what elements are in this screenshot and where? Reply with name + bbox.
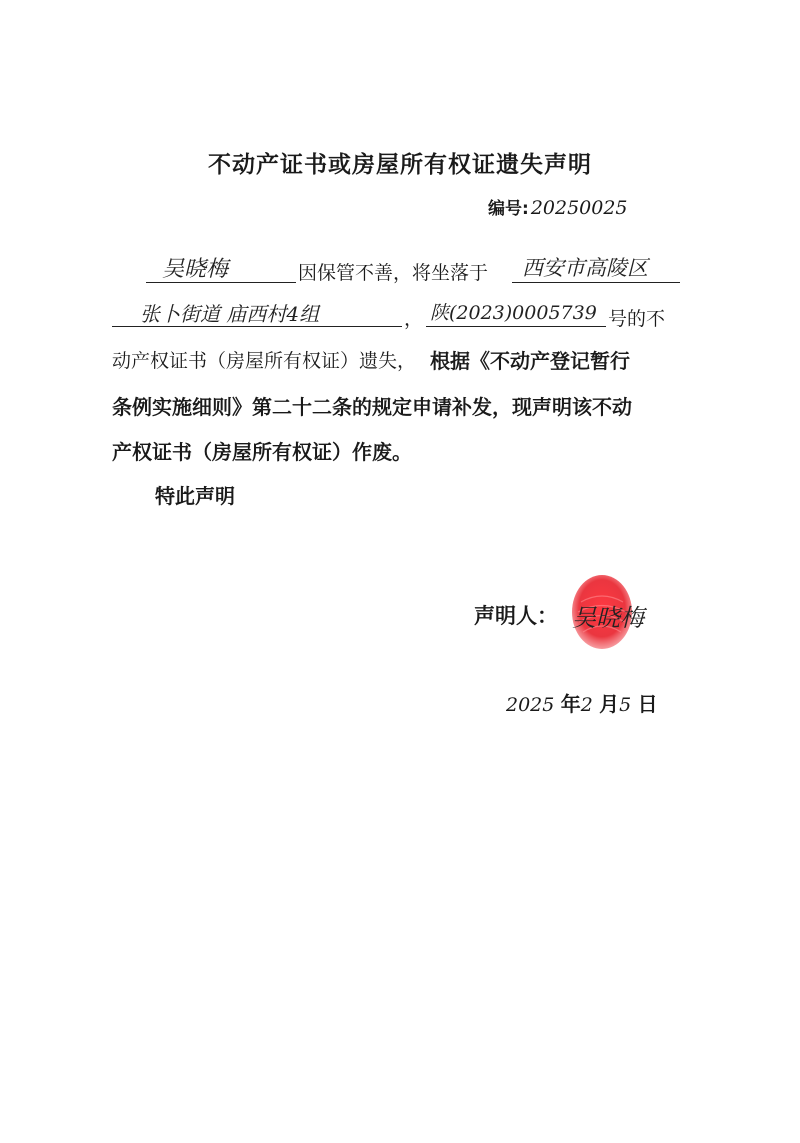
serial-label: 编号: xyxy=(488,199,529,219)
date-year-unit: 年 xyxy=(560,692,581,716)
text-line3b: 根据《不动产登记暂行 xyxy=(430,349,630,373)
serial-value: 20250025 xyxy=(530,197,628,219)
document-title: 不动产证书或房屋所有权证遗失声明 xyxy=(208,152,592,178)
date-month: 2 xyxy=(580,694,593,716)
date-month-unit: 月 xyxy=(599,692,620,716)
date-year: 2025 xyxy=(506,694,555,716)
signer-label: 声明人： xyxy=(474,604,558,628)
comma-separator: ， xyxy=(404,308,424,330)
location-part1-handwritten: 西安市高陵区 xyxy=(522,256,648,280)
declaration-date xyxy=(506,688,658,717)
applicant-name-handwritten: 吴晓梅 xyxy=(162,257,229,282)
serial-number xyxy=(488,194,628,219)
text-line5: 产权证书（房屋所有权证）作废。 xyxy=(112,440,412,464)
signer-signature: 吴晓梅 xyxy=(572,604,644,632)
text-number-of: 号的不 xyxy=(608,308,666,330)
text-line4: 条例实施细则》第二十二条的规定申请补发，现声明该不动 xyxy=(112,395,632,419)
text-line3: 动产权证书（房屋所有权证）遗失， xyxy=(112,350,417,372)
location-part2-handwritten: 张卜街道 庙西村4组 xyxy=(140,302,320,326)
date-day: 5 xyxy=(619,694,632,716)
text-reason: 因保管不善，将坐落于 xyxy=(298,262,489,284)
date-day-unit: 日 xyxy=(637,692,658,716)
cert-number-handwritten: 陕(2023)0005739 xyxy=(430,302,597,324)
closing-statement: 特此声明 xyxy=(155,484,235,508)
